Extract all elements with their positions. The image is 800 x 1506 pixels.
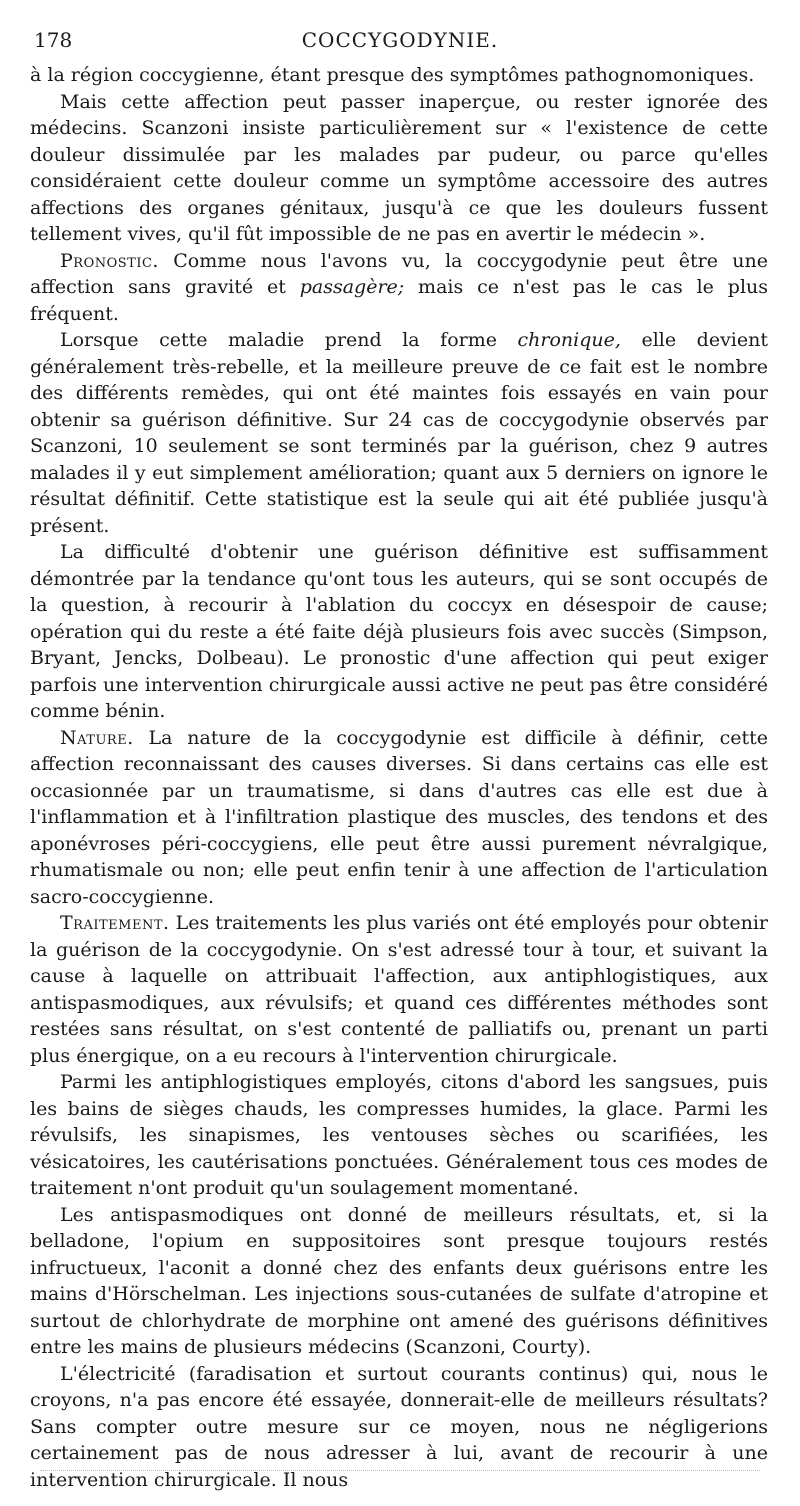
paragraph-text: mais ce n'est pas le cas le plus fréquent. <box>30 276 769 325</box>
paragraph-text: elle devient généralement très-rebelle, et la meilleure preuve de ce fait est le nombre des différents remèdes, qui ont été maintes fois essayés en vain pour obtenir sa guérison définitive. Sur 24 cas de coccygodynie observés par Scanzoni, 10 seulement se sont terminés par la guérison, chez 9 autres malades il y eut simplement amélioration; quant aux 5 derniers on ignore le résultat définitif. Cette statistique est la seule qui ait été publiée jusqu'à présent. <box>30 329 768 537</box>
paragraph-antiphlogistiques: Parmi les antiphlogistiques employés, citons d'abord les sangsues, puis les bains de sièges chauds, les compresses humides, la glace. Parmi les révulsifs, les sinapismes, les ventouses sèches ou scarifiées, les vésicatoires, les cautérisations ponctuées. Généralement tous ces modes de traitement n'ont produit qu'un soulagement momentané. <box>30 1071 768 1199</box>
page-number: 178 <box>34 28 73 52</box>
paragraph-chronique <box>30 327 768 539</box>
paragraph-text: La nature de la coccygodynie est difficile à définir, cette affection reconnaissant des causes diverses. Si dans certains cas elle est occasionnée par un traumatisme, si dans d'autres cas elle est due à l'inflammation et à l'infiltration plastique des muscles, des tendons et des aponévroses péri-coccygiens, elle peut être aussi purement névralgique, rhumatismale ou non; elle peut enfin tenir à une affection de l'articulation sacro-coccygienne. <box>30 726 768 908</box>
page-header <box>30 26 770 58</box>
emphasis-text: passagère; <box>299 276 405 298</box>
paragraph-electricite: L'électricité (faradisation et surtout courants continus) qui, nous le croyons, n'a pas encore été essayée, donnerait-elle de meilleurs résultats? Sans compter outre mesure sur ce moyen, nous ne négligerions certainement pas de nous adresser à lui, avant de recourir à une intervention chirurgicale. Il nous <box>30 1362 768 1491</box>
emphasis-text: chronique, <box>517 329 621 351</box>
paragraph-text: Lorsque cette maladie prend la forme <box>60 329 518 351</box>
paragraph-antispasmodiques: Les antispasmodiques ont donné de meilleurs résultats, et, si la belladone, l'opium en suppositoires sont presque toujours restés infructueux, l'aconit a donné chez des enfants deux guérisons entre les mains d'Hörschelman. Les injections sous-cutanées de sulfate d'atropine et surtout de chlorhydrate de morphine ont amené des guérisons définitives entre les mains de plusieurs médecins (Scanzoni, Courty). <box>30 1203 768 1358</box>
section-heading-nature: Nature. <box>60 726 134 749</box>
paragraph-traitement <box>30 910 768 1069</box>
paragraph-pronostic <box>30 248 768 328</box>
body-text <box>30 62 768 1493</box>
paragraph-text: Comme nous l'avons vu, la coccygodynie peut être une affection sans gravité et <box>30 249 768 298</box>
running-title: COCCYGODYNIE. <box>301 28 499 52</box>
paragraph-difficulte: La difficulté d'obtenir une guérison définitive est suffisamment démontrée par la tendance qu'ont tous les auteurs, qui se sont occupés de la question, à recourir à l'ablation du coccyx en désespoir de cause; opération qui du reste a été faite déjà plusieurs fois avec succès (Simpson, Bryant, Jencks, Dolbeau). Le pronostic d'une affection qui peut exiger parfois une intervention chirurgicale aussi active ne peut pas être considéré comme bénin. <box>30 541 768 722</box>
section-heading-pronostic: Pronostic. <box>60 249 159 272</box>
paragraph-scanzoni: Mais cette affection peut passer inaperçue, ou rester ignorée des médecins. Scanzoni insiste particulièrement sur « l'existence de cette douleur dissimulée par les malades par pudeur, ou parce qu'elles considéraient cette douleur comme un symptôme accessoire des autres affections des organes génitaux, jusqu'à ce que les douleurs fussent tellement vives, qu'il fût impossible de ne pas en avertir le médecin ». <box>30 90 768 245</box>
paragraph-text: Les traitements les plus variés ont été employés pour obtenir la guérison de la coccygodynie. On s'est adressé tour à tour, et suivant la cause à laquelle on attribuait l'affection, aux antiphlogistiques, aux antispasmodiques, aux révulsifs; et quand ces différentes méthodes sont restées sans résultat, on s'est contenté de palliatifs ou, prenant un parti plus énergique, on a eu recours à l'intervention chirurgicale. <box>30 912 768 1067</box>
paragraph-nature <box>30 725 768 911</box>
footer-dotted-rule <box>40 1470 760 1471</box>
paragraph-continuation: à la région coccygienne, étant presque des symptômes pathognomoniques. <box>30 64 755 86</box>
section-heading-traitement: Traitement. <box>60 912 170 934</box>
